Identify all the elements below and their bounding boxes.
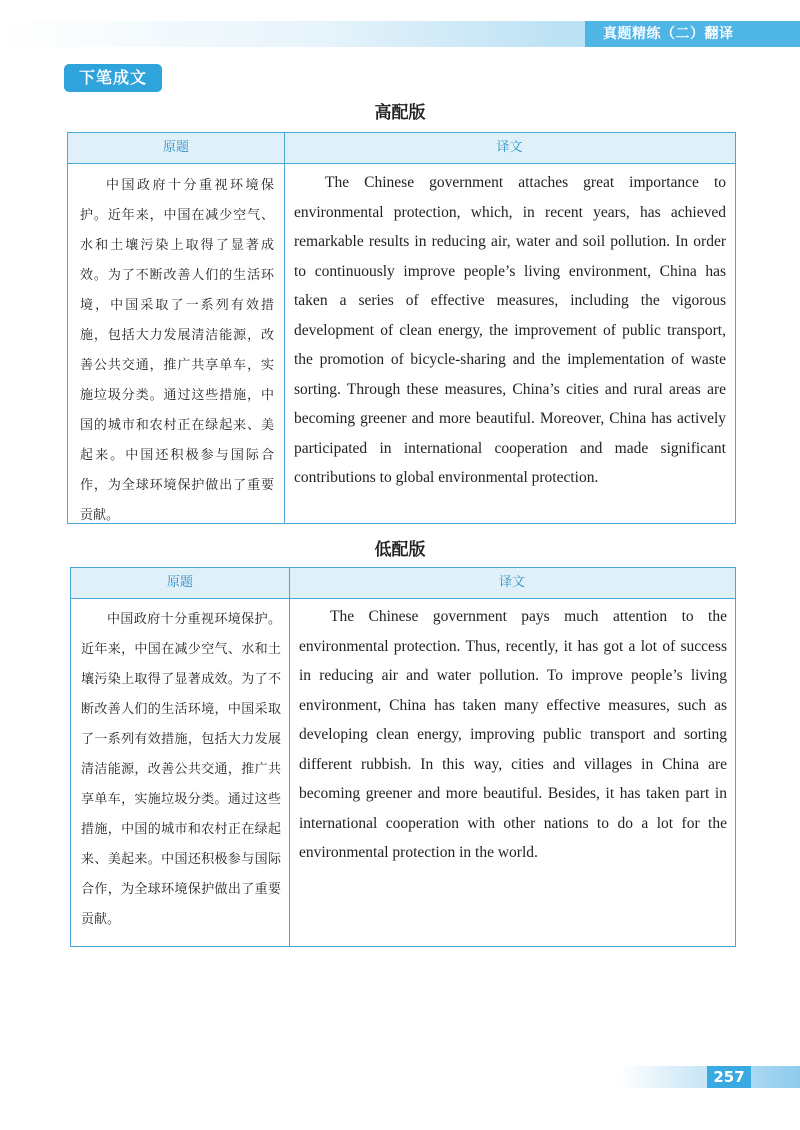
col-translation-header: 译文 (498, 575, 525, 590)
translation-text: The Chinese government attaches great importance to environmental protection, which, in recent years, has achieved remarkable results in reducing air, water and soil pollution. In order to continuously improve people’s living environment, China has taken a series of effective measures, including the vigorous development of clean energy, the improvement of public transport, the promotion of bicycle-sharing and the implementation of waste sorting. Through these measures, China’s cities and rural areas are becoming greener and more beautiful. Moreover, China has actively participated in international cooperation and made significant contributions to global environmental protection. (294, 174, 726, 486)
section-badge: 下笔成文 (64, 64, 162, 92)
col-source-header: 原题 (166, 575, 193, 590)
table-header (68, 133, 735, 164)
col-translation-header: 译文 (496, 140, 523, 155)
section-label: 真题精练（二）翻译 (585, 21, 800, 47)
column-divider (284, 133, 285, 523)
table-header (71, 568, 735, 599)
source-text: 中国政府十分重视环境保护。近年来，中国在减少空气、水和土壤污染上取得了显著成效。为了不断改善人们的生活环境，中国采取了一系列有效措施，包括大力发展清洁能源，改善公共交通，推广共享单车，实施垃圾分类。通过这些措施，中国的城市和农村正在绿起来、美起来。中国还积极参与国际合作，为全球环境保护做出了重要贡献。 (81, 612, 281, 927)
low-version-title: 低配版 (374, 540, 426, 560)
low-version-table (70, 567, 736, 947)
high-version-table (67, 132, 736, 524)
page-number: 257 (707, 1066, 751, 1088)
col-source-header: 原题 (162, 140, 189, 155)
source-text: 中国政府十分重视环境保护。近年来，中国在减少空气、水和土壤污染上取得了显著成效。为了不断改善人们的生活环境，中国采取了一系列有效措施，包括大力发展清洁能源，改善公共交通，推广共享单车，实施垃圾分类。通过这些措施，中国的城市和农村正在绿起来、美起来。中国还积极参与国际合作，为全球环境保护做出了重要贡献。 (80, 178, 274, 523)
column-divider (289, 568, 290, 946)
translation-text: The Chinese government pays much attention to the environmental protection. Thus, recently, it has got a lot of success in reducing air and water pollution. To improve people’s living environment, China has taken many effective measures, such as developing clean energy, improving public transport and sorting different rubbish. In this way, cities and villages in China are becoming greener and more beautiful. Besides, it has taken part in international cooperation with other nations to do a lot for the environmental protection in the world. (299, 608, 727, 861)
high-version-title: 高配版 (374, 103, 426, 123)
